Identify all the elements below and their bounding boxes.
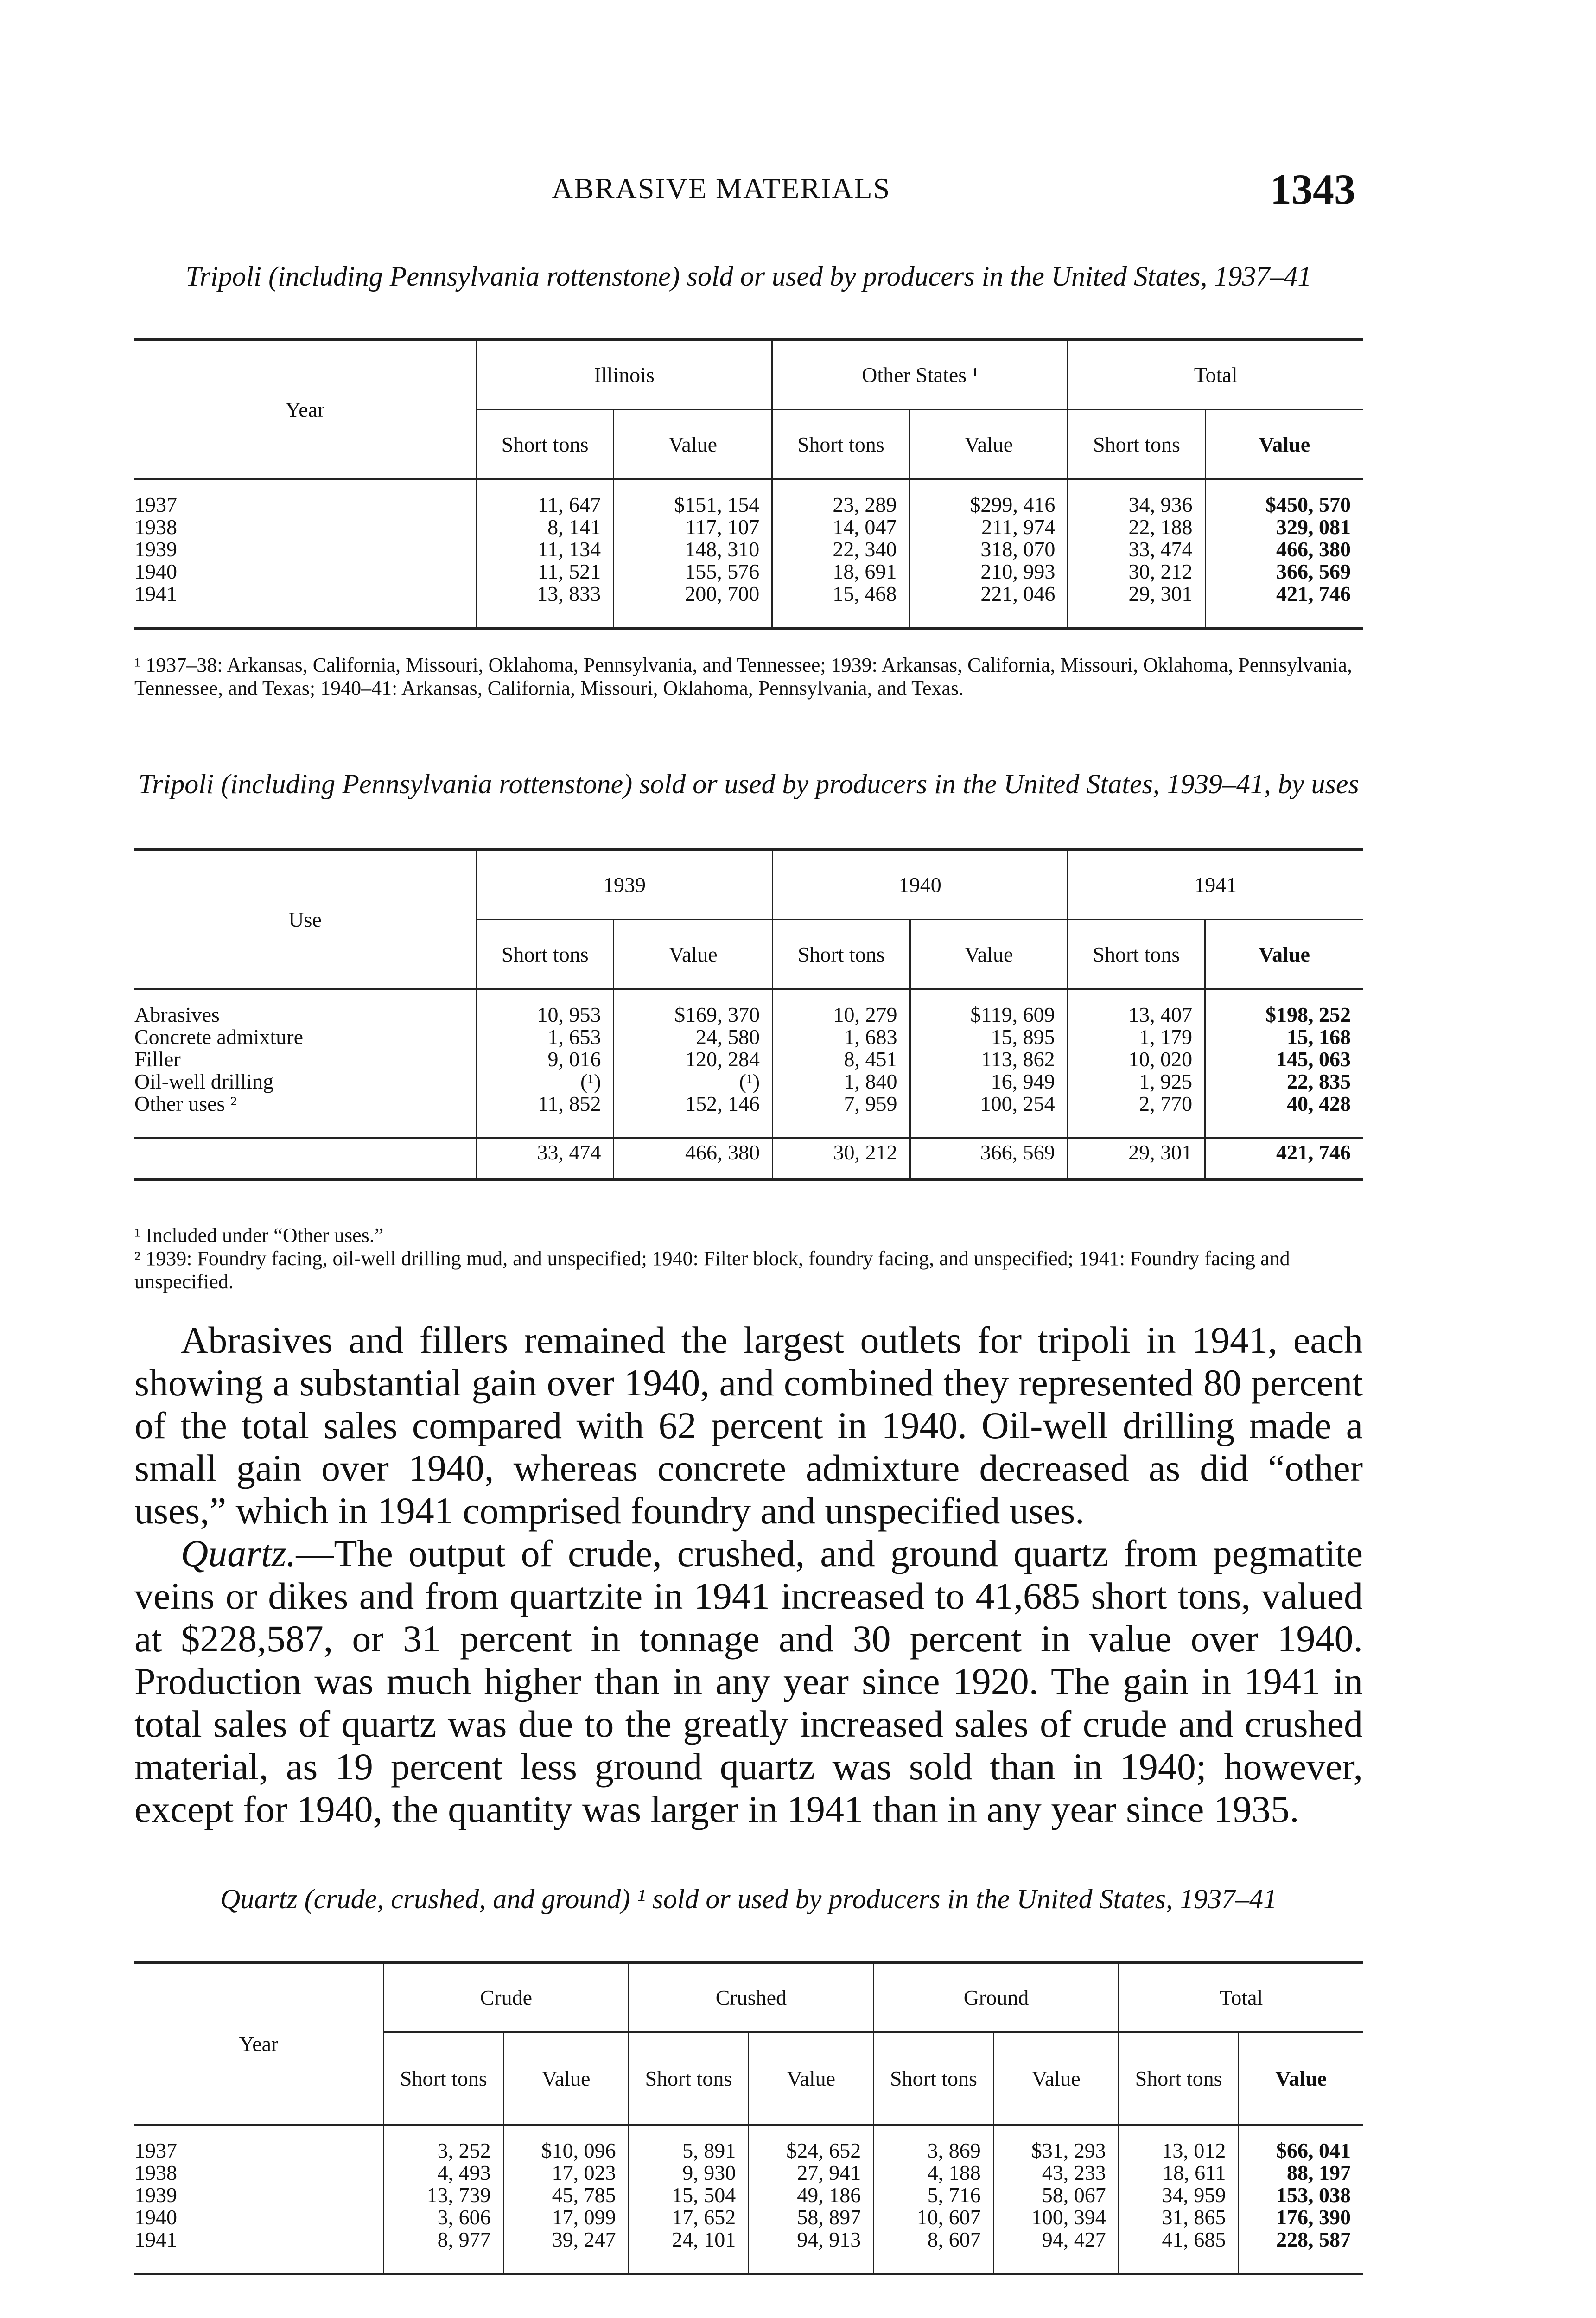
- table3-sub-value: Value: [503, 2032, 629, 2125]
- table2-sub-value: Value: [614, 919, 773, 989]
- table3-total-tons: 13, 012 18, 611 34, 959 31, 865 41, 685: [1119, 2140, 1239, 2274]
- table1-sub-short-tons: Short tons: [1068, 409, 1205, 479]
- table3-sub-value: Value: [993, 2032, 1119, 2125]
- table2-1941-tons: 13, 407 1, 179 10, 020 1, 925 2, 770: [1068, 1004, 1205, 1138]
- table2-sub-value: Value: [1205, 919, 1363, 989]
- table2-total-1941-tons: 29, 301: [1068, 1138, 1205, 1180]
- table3-crude-tons: 3, 252 4, 493 13, 739 3, 606 8, 977: [384, 2140, 504, 2274]
- table2-1941-value: $198, 252 15, 168 145, 063 22, 835 40, 428: [1205, 1004, 1363, 1138]
- table1-caption: Tripoli (including Pennsylvania rottenstone) sold or used by producers in the United States, 1937–41: [185, 261, 1312, 292]
- table3-sub-short-tons: Short tons: [874, 2032, 994, 2125]
- table2-group-1939: 1939: [477, 850, 773, 919]
- body-text: [134, 1319, 1363, 1831]
- table2-sub-short-tons: Short tons: [477, 919, 614, 989]
- table3-sub-short-tons: Short tons: [1119, 2032, 1239, 2125]
- table1: [134, 338, 1363, 630]
- table2-total-1941-value: 421, 746: [1205, 1138, 1363, 1180]
- quartz-heading: Quartz.: [181, 1532, 296, 1574]
- table1-other-tons: 23, 289 14, 047 22, 340 18, 691 15, 468: [772, 494, 909, 628]
- table2-1939-tons: 10, 953 1, 653 9, 016 (¹) 11, 852: [477, 1004, 614, 1138]
- table2-1940-tons: 10, 279 1, 683 8, 451 1, 840 7, 959: [773, 1004, 910, 1138]
- table2-1939-value: $169, 370 24, 580 120, 284 (¹) 152, 146: [614, 1004, 773, 1138]
- table2-sub-value: Value: [910, 919, 1068, 989]
- table3-sub-value: Value: [749, 2032, 874, 2125]
- table2-sub-short-tons: Short tons: [1068, 919, 1205, 989]
- quartz-paragraph-text: —The output of crude, crushed, and ground quartz from pegmatite veins or dikes and from quartzite in 1941 increased to 41,685 short tons, valued at $228,587, or 31 percent in tonnage and 30 percent in value over 1940. Production was much higher than in any year since 1920. The gain in 1941 in total sales of quartz was due to the greatly increased sales of crude and crushed material, as 19 percent less ground quartz was sold than in 1940; however, except for 1940, the quantity was larger in 1941 than in any year since 1935.: [134, 1532, 1363, 1830]
- table3-ground-value: $31, 293 43, 233 58, 067 100, 394 94, 427: [993, 2140, 1119, 2274]
- table3-year-column: 1937 1938 1939 1940 1941: [134, 2138, 177, 2251]
- table2-group-1940: 1940: [773, 850, 1068, 919]
- table2-1940-value: $119, 609 15, 895 113, 862 16, 949 100, 254: [910, 1004, 1068, 1138]
- table1-group-illinois: Illinois: [477, 340, 772, 409]
- table2-total-1939-value: 466, 380: [614, 1138, 773, 1180]
- table1-footnote: ¹ 1937–38: Arkansas, California, Missouri, Oklahoma, Pennsylvania, and Tennessee; 1939: Arkansas, California, Missouri, Oklahoma, Pennsylvania, Tennessee, and Texas; 1940–41: Arkansas, California, Missouri, Oklahoma, Pennsylvania, and Texas.: [134, 654, 1352, 700]
- table3-sub-value: Value: [1239, 2032, 1363, 2125]
- table1-sub-short-tons: Short tons: [772, 409, 909, 479]
- table1-group-other-states: Other States ¹: [772, 340, 1068, 409]
- table3-crushed-tons: 5, 891 9, 930 15, 504 17, 652 24, 101: [629, 2140, 749, 2274]
- table2-caption: Tripoli (including Pennsylvania rottenstone) sold or used by producers in the United States, 1939–41, by uses: [138, 769, 1359, 799]
- table1-illinois-value: $151, 154 117, 107 148, 310 155, 576 200, 700: [614, 494, 772, 628]
- table2-use-header: Use: [134, 850, 477, 989]
- table3-total-value: $66, 041 88, 197 153, 038 176, 390 228, 587: [1239, 2140, 1363, 2274]
- table2: [134, 848, 1363, 1181]
- table2-total-1940-value: 366, 569: [910, 1138, 1068, 1180]
- table1-total-value: $450, 570 329, 081 466, 380 366, 569 421, 746: [1205, 494, 1363, 628]
- table1-year-column: 1937 1938 1939 1940 1941: [134, 492, 177, 605]
- table2-footnote-2: ² 1939: Foundry facing, oil-well drilling mud, and unspecified; 1940: Filter block, foundry facing, and unspecified; 1941: Foundry facing and unspecified.: [134, 1247, 1290, 1293]
- table3-sub-short-tons: Short tons: [384, 2032, 504, 2125]
- table2-footnote-1: ¹ Included under “Other uses.”: [134, 1224, 384, 1247]
- table1-other-value: $299, 416 211, 974 318, 070 210, 993 221, 046: [909, 494, 1068, 628]
- table1-total-tons: 34, 936 22, 188 33, 474 30, 212 29, 301: [1068, 494, 1205, 628]
- table1-sub-short-tons: Short tons: [477, 409, 614, 479]
- table2-total-label: [134, 1138, 477, 1180]
- table1-illinois-tons: 11, 647 8, 141 11, 134 11, 521 13, 833: [477, 494, 614, 628]
- body-paragraph-2: [134, 1532, 1363, 1831]
- table2-group-1941: 1941: [1068, 850, 1363, 919]
- table3-group-total: Total: [1119, 1962, 1363, 2032]
- running-head: ABRASIVE MATERIALS: [552, 172, 891, 205]
- table3-crushed-value: $24, 652 27, 941 49, 186 58, 897 94, 913: [749, 2140, 874, 2274]
- table3-group-ground: Ground: [874, 1962, 1119, 2032]
- table3-year-header: Year: [134, 1962, 384, 2125]
- table3-sub-short-tons: Short tons: [629, 2032, 749, 2125]
- table2-total-1940-tons: 30, 212: [773, 1138, 910, 1180]
- table3-ground-tons: 3, 869 4, 188 5, 716 10, 607 8, 607: [874, 2140, 994, 2274]
- table2-total-1939-tons: 33, 474: [477, 1138, 614, 1180]
- table1-sub-value: Value: [909, 409, 1068, 479]
- table3-crude-value: $10, 096 17, 023 45, 785 17, 099 39, 247: [503, 2140, 629, 2274]
- table3-group-crude: Crude: [384, 1962, 629, 2032]
- table2-sub-short-tons: Short tons: [773, 919, 910, 989]
- table3-group-crushed: Crushed: [629, 1962, 874, 2032]
- body-paragraph-1: Abrasives and fillers remained the largest outlets for tripoli in 1941, each showing a substantial gain over 1940, and combined they represented 80 percent of the total sales compared with 62 percent in 1940. Oil-well drilling made a small gain over 1940, whereas concrete admixture decreased as did “other uses,” which in 1941 comprised foundry and unspecified uses.: [134, 1319, 1363, 1532]
- page-number: 1343: [1270, 166, 1355, 213]
- table1-sub-value: Value: [1205, 409, 1363, 479]
- table2-use-column: Abrasives Concrete admixture Filler Oil-well drilling Other uses ²: [134, 1002, 304, 1115]
- table1-year-header: Year: [134, 340, 477, 479]
- table3-caption: Quartz (crude, crushed, and ground) ¹ sold or used by producers in the United States, 1937–41: [220, 1884, 1277, 1914]
- table3: [134, 1961, 1363, 2275]
- table1-group-total: Total: [1068, 340, 1363, 409]
- table1-sub-value: Value: [614, 409, 772, 479]
